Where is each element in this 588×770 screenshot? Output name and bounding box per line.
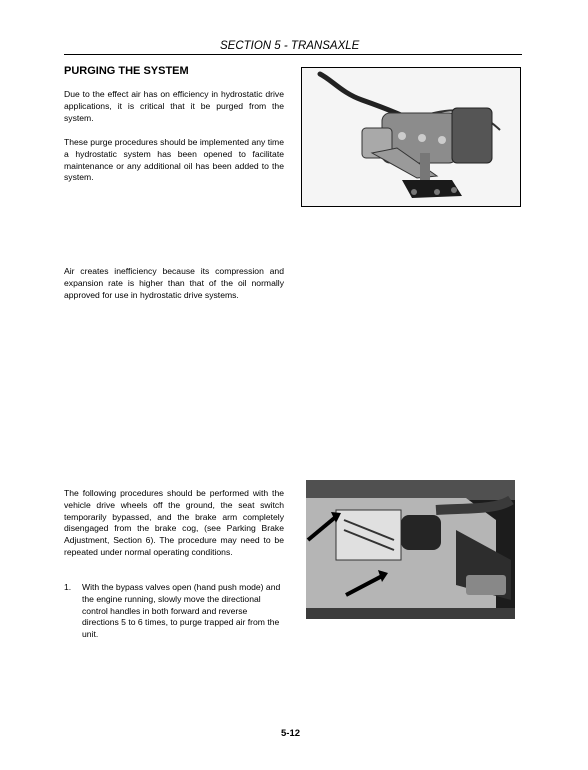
step-text: With the bypass valves open (hand push mode) and the engine running, slowly move the directional control handles in both forward and reverse directions 5 to 6 times, to purge trapped air from the unit. [82, 582, 281, 640]
step-number: 1. [64, 582, 72, 592]
section-title: PURGING THE SYSTEM [64, 65, 189, 77]
paragraph-intro: Due to the effect air has on efficiency in hydrostatic drive applications, it is critical that it be purged from the system. [64, 89, 284, 123]
page-number: 5-12 [281, 728, 301, 739]
header-rule [64, 54, 522, 55]
bypass-valve-illustration [306, 480, 515, 619]
transaxle-illustration [302, 68, 520, 206]
section-header: SECTION 5 - TRANSAXLE [220, 40, 360, 52]
paragraph-purge-when: These purge procedures should be implemented any time a hydrostatic system has been opened to facilitate maintenance or any additional oil has been added to the system. [64, 137, 284, 183]
paragraph-air-inefficiency: Air creates inefficiency because its compression and expansion rate is higher than that of the oil normally approved for use in hydrostatic drive systems. [64, 266, 284, 300]
transaxle-photo [301, 67, 521, 207]
bypass-valve-photo [306, 480, 515, 619]
paragraph-procedure-conditions: The following procedures should be performed with the vehicle drive wheels off the ground, the seat switch temporarily bypassed, and the brake arm completely disengaged from the brake cog, (see Parking Brake Adjustment, Section 6). The procedure may need to be repeated under normal operating conditions. [64, 488, 284, 557]
